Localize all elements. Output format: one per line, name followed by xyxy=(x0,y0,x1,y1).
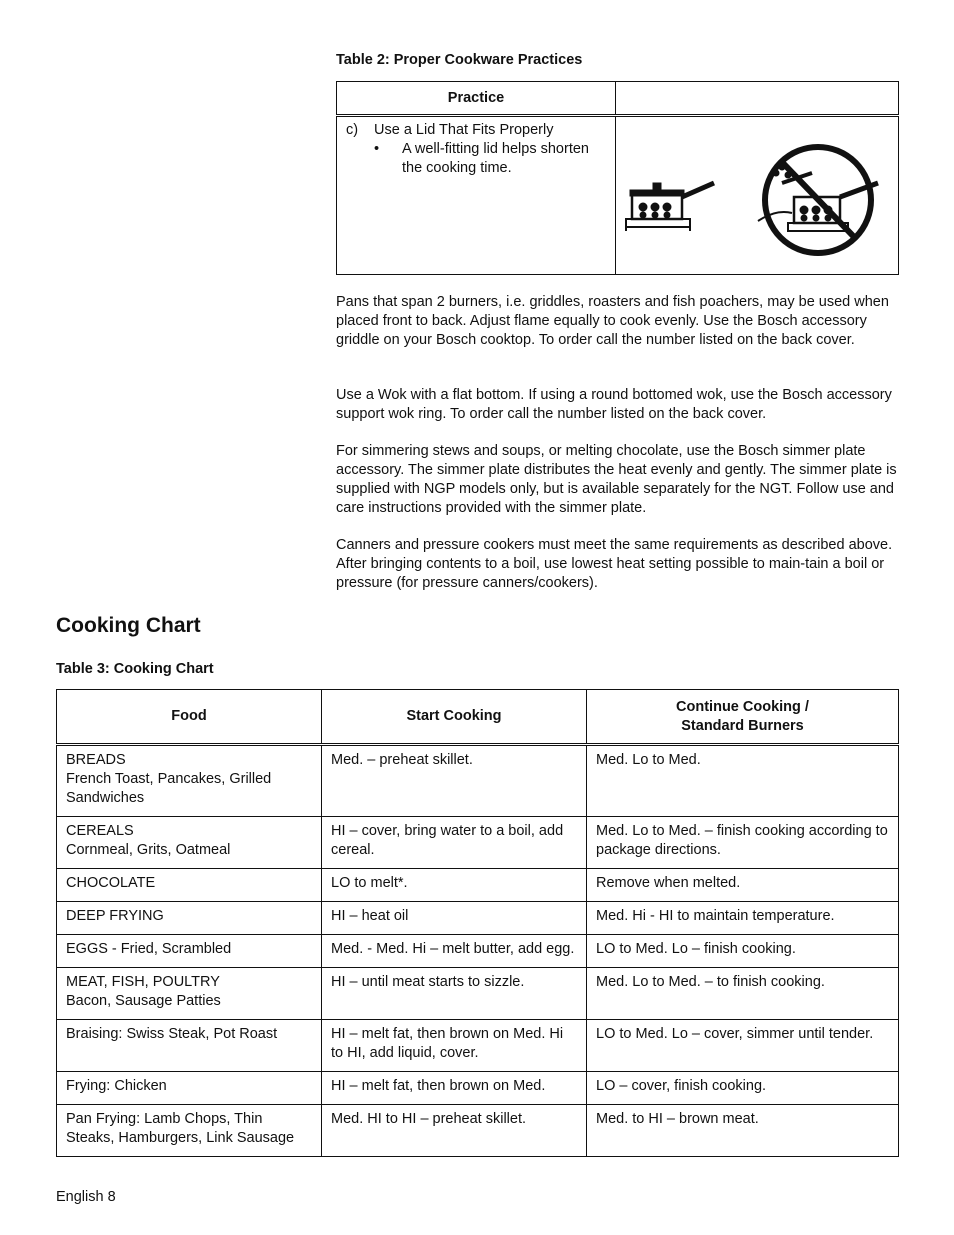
food-name: Frying: Chicken xyxy=(66,1078,167,1094)
section-heading: Cooking Chart xyxy=(56,614,201,637)
paragraph-canners: Canners and pressure cookers must meet the same requirements as described above. After bringing contents to a boil, use lowest heat setting possible to main-tain a boil or pressure (for pressure canners/cookers). xyxy=(336,537,893,591)
continue-cooking-cell: Med. Hi - HI to maintain temperature. xyxy=(587,902,899,935)
bullet-text xyxy=(402,140,589,178)
food-detail: Cornmeal, Grits, Oatmeal xyxy=(66,842,231,858)
food-name: Braising: Swiss Steak, Pot Roast xyxy=(66,1026,278,1042)
bullet-line2: the cooking time. xyxy=(402,160,512,176)
food-cell xyxy=(57,1020,322,1072)
start-cooking-cell: HI – melt fat, then brown on Med. Hi to HI, add liquid, cover. xyxy=(322,1020,587,1072)
start-cooking-cell: Med. HI to HI – preheat skillet. xyxy=(322,1105,587,1157)
food-cell xyxy=(57,745,322,817)
header-practice: Practice xyxy=(337,82,616,116)
food-name: CEREALS xyxy=(66,823,134,839)
food-cell xyxy=(57,935,322,968)
bullet-line1: A well-fitting lid helps shorten xyxy=(402,141,589,157)
cookware-table xyxy=(336,81,899,275)
food-name: DEEP FRYING xyxy=(66,908,164,924)
food-cell xyxy=(57,1105,322,1157)
table2-caption: Table 2: Proper Cookware Practices xyxy=(336,52,583,68)
bullet-symbol: • xyxy=(374,141,380,157)
header-continue-cooking xyxy=(587,690,899,745)
food-name: EGGS - Fried, Scrambled xyxy=(66,941,232,957)
table-row xyxy=(57,817,899,869)
table-row xyxy=(57,902,899,935)
food-name: BREADS xyxy=(66,752,126,768)
continue-cooking-cell: LO to Med. Lo – cover, simmer until tender. xyxy=(587,1020,899,1072)
header-image xyxy=(616,82,899,116)
cookware-illustration xyxy=(616,117,898,274)
practice-cell xyxy=(337,116,616,275)
header-food: Food xyxy=(57,690,322,745)
food-name: MEAT, FISH, POULTRY xyxy=(66,974,220,990)
food-cell xyxy=(57,968,322,1020)
start-cooking-cell: Med. - Med. Hi – melt butter, add egg. xyxy=(322,935,587,968)
continue-cooking-cell: Med. Lo to Med. – to finish cooking. xyxy=(587,968,899,1020)
page-footer: English 8 xyxy=(56,1189,116,1205)
pot-fitting-lid-icon xyxy=(626,183,714,231)
illustration-cell xyxy=(616,116,899,275)
food-cell xyxy=(57,817,322,869)
cooking-chart-table xyxy=(56,689,899,1157)
paragraph-wok: Use a Wok with a flat bottom. If using a round bottomed wok, use the Bosch accessory support wok ring. To order call the number listed on the back cover. xyxy=(336,387,892,422)
start-cooking-cell: LO to melt*. xyxy=(322,869,587,902)
table3-caption: Table 3: Cooking Chart xyxy=(56,661,214,677)
food-name: CHOCOLATE xyxy=(66,875,156,891)
practice-title: Use a Lid That Fits Properly xyxy=(374,122,554,138)
header-start-cooking: Start Cooking xyxy=(322,690,587,745)
continue-cooking-cell: Med. to HI – brown meat. xyxy=(587,1105,899,1157)
continue-cooking-cell: Med. Lo to Med. xyxy=(587,745,899,817)
start-cooking-cell: Med. – preheat skillet. xyxy=(322,745,587,817)
table-row xyxy=(57,1105,899,1157)
prohibited-pot-icon xyxy=(758,147,878,253)
start-cooking-cell: HI – cover, bring water to a boil, add cereal. xyxy=(322,817,587,869)
table-row xyxy=(57,935,899,968)
table-row xyxy=(57,968,899,1020)
start-cooking-cell: HI – heat oil xyxy=(322,902,587,935)
header-continue-line2: Standard Burners xyxy=(681,717,804,734)
food-cell xyxy=(57,1072,322,1105)
continue-cooking-cell: LO to Med. Lo – finish cooking. xyxy=(587,935,899,968)
table-row xyxy=(57,745,899,817)
food-detail: Bacon, Sausage Patties xyxy=(66,993,221,1009)
food-detail: French Toast, Pancakes, Grilled Sandwiches xyxy=(66,771,272,806)
start-cooking-cell: HI – until meat starts to sizzle. xyxy=(322,968,587,1020)
food-cell xyxy=(57,902,322,935)
paragraph-griddle: Pans that span 2 burners, i.e. griddles, roasters and fish poachers, may be used when placed front to back. Adjust flame equally to cook evenly. Use the Bosch accessory griddle on your Bosch cooktop. To order call the number listed on the back cover. xyxy=(336,294,889,348)
table-row xyxy=(57,869,899,902)
table-row xyxy=(57,1072,899,1105)
continue-cooking-cell: Med. Lo to Med. – finish cooking according to package directions. xyxy=(587,817,899,869)
food-cell xyxy=(57,869,322,902)
food-name: Pan Frying: Lamb Chops, Thin Steaks, Hamburgers, Link Sausage xyxy=(66,1111,295,1146)
header-continue-line1: Continue Cooking / xyxy=(676,698,809,715)
continue-cooking-cell: Remove when melted. xyxy=(587,869,899,902)
practice-label: c) xyxy=(346,122,359,138)
start-cooking-cell: HI – melt fat, then brown on Med. xyxy=(322,1072,587,1105)
paragraph-simmer-plate: For simmering stews and soups, or melting chocolate, use the Bosch simmer plate accessory. The simmer plate distributes the heat evenly and gently. The simmer plate is supplied with NGP models only, but is available separately for the NGT. Follow use and care instructions provided with the simmer plate. xyxy=(336,443,897,516)
continue-cooking-cell: LO – cover, finish cooking. xyxy=(587,1072,899,1105)
table-row xyxy=(57,1020,899,1072)
